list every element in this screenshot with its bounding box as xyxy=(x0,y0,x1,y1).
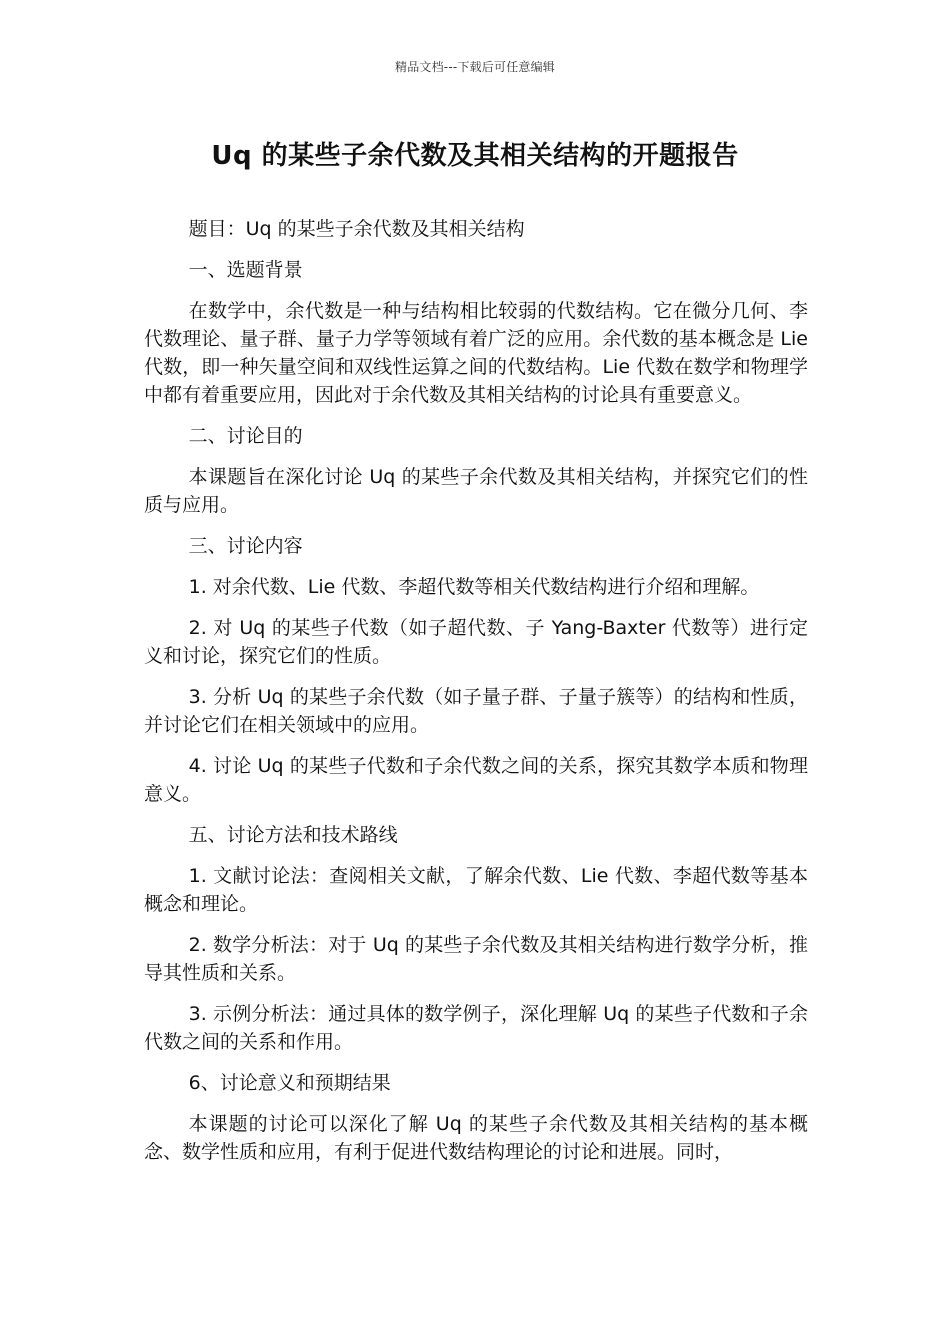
paragraph-purpose: 本课题旨在深化讨论 Uq 的某些子余代数及其相关结构，并探究它们的性质与应用。 xyxy=(144,466,808,516)
section-heading-significance: 6、讨论意义和预期结果 xyxy=(188,1072,391,1094)
method-item-3: 3. 示例分析法：通过具体的数学例子，深化理解 Uq 的某些子代数和子余代数之间的关系和作用。 xyxy=(144,1003,808,1053)
content-item-1: 1. 对余代数、Lie 代数、李超代数等相关代数结构进行介绍和理解。 xyxy=(188,576,760,598)
paragraph-significance: 本课题的讨论可以深化了解 Uq 的某些子余代数及其相关结构的基本概念、数学性质和应用，有利于促进代数结构理论的讨论和进展。同时， xyxy=(144,1113,808,1163)
section-heading-content: 三、讨论内容 xyxy=(188,535,303,557)
content-item-2: 2. 对 Uq 的某些子代数（如子超代数、子 Yang-Baxter 代数等）进行定义和讨论，探究它们的性质。 xyxy=(144,617,808,667)
document-title: Uq 的某些子余代数及其相关结构的开题报告 xyxy=(211,141,739,171)
section-heading-purpose: 二、讨论目的 xyxy=(188,425,303,447)
content-item-4: 4. 讨论 Uq 的某些子代数和子余代数之间的关系，探究其数学本质和物理意义。 xyxy=(144,755,808,805)
content-item-3: 3. 分析 Uq 的某些子余代数（如子量子群、子量子簇等）的结构和性质，并讨论它们在相关领域中的应用。 xyxy=(144,686,808,736)
section-heading-background: 一、选题背景 xyxy=(188,259,303,281)
topic-line: 题目：Uq 的某些子余代数及其相关结构 xyxy=(188,218,525,240)
method-item-1: 1. 文献讨论法：查阅相关文献，了解余代数、Lie 代数、李超代数等基本概念和理论。 xyxy=(144,865,808,915)
paragraph-background: 在数学中，余代数是一种与结构相比较弱的代数结构。它在微分几何、李代数理论、量子群、量子力学等领域有着广泛的应用。余代数的基本概念是 Lie 代数，即一种矢量空间和双线性运算之间的代数结构。Lie 代数在数学和物理学中都有着重要应用，因此对于余代数及其相关结构的讨论具有重要意义。 xyxy=(144,300,808,406)
page-header: 精品文档---下载后可任意编辑 xyxy=(395,60,555,74)
method-item-2: 2. 数学分析法：对于 Uq 的某些子余代数及其相关结构进行数学分析，推导其性质和关系。 xyxy=(144,934,808,984)
document-body xyxy=(144,215,808,1179)
section-heading-methods: 五、讨论方法和技术路线 xyxy=(188,824,398,846)
